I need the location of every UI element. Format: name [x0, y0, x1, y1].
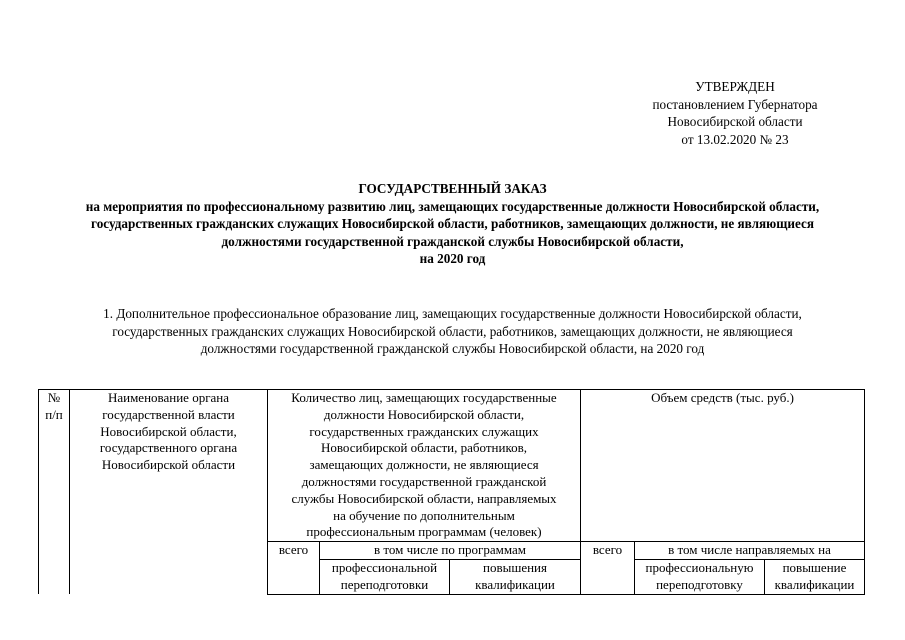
header-row [39, 390, 865, 542]
section-line: государственных гражданских служащих Новосибирской области, работников, замещающих должности, не являющиеся [112, 323, 793, 339]
section-line: должностями государственной гражданской службы Новосибирской области, на 2020 год [200, 341, 705, 356]
section-heading [20, 305, 885, 358]
volume-qual-header: повышение квалификации [765, 559, 865, 594]
section-line: 1. Дополнительное профессиональное образование лиц, замещающих государственные должности Новосибирской области, [103, 306, 802, 321]
title-year: на 2020 год [419, 251, 486, 267]
count-total-header: всего [268, 542, 320, 594]
header-no: № п/п [39, 390, 70, 595]
header-count: Количество лиц, замещающих государственные должности Новосибирской области, государственных гражданских служащих Новосибирской области, работников, замещающих должности, не являющиеся должностями государственной гражданской службы Новосибирской области, направляемых на обучение по дополнительным профессиональным программам (человек) [268, 390, 581, 542]
document-title [20, 180, 885, 268]
title-line: государственных гражданских служащих Новосибирской области, работников, замещающих должности, не являющиеся [91, 216, 814, 232]
volume-total-header: всего [581, 542, 635, 594]
header-organ: Наименование органа государственной власти Новосибирской области, государственного органа Новосибирской области [70, 390, 268, 595]
order-table [38, 389, 865, 595]
approval-stamp [600, 78, 870, 148]
approval-line: Новосибирской области [667, 114, 803, 129]
count-prof-header: профессиональной переподготовки [320, 559, 450, 594]
title-heading: ГОСУДАРСТВЕННЫЙ ЗАКАЗ [358, 181, 547, 196]
title-line: на мероприятия по профессиональному развитию лиц, замещающих государственные должности Новосибирской области, [85, 198, 820, 214]
count-programs-header: в том числе по программам [320, 542, 581, 560]
title-line: должностями государственной гражданской службы Новосибирской области, [221, 233, 684, 249]
approval-line: постановлением Губернатора [652, 96, 818, 112]
approval-heading: УТВЕРЖДЕН [695, 79, 775, 94]
header-volume: Объем средств (тыс. руб.) [581, 390, 865, 542]
volume-directed-header: в том числе направляемых на [635, 542, 865, 560]
count-qual-header: повышения квалификации [450, 559, 581, 594]
volume-prof-header: профессиональную переподготовку [635, 559, 765, 594]
approval-date: от 13.02.2020 № 23 [681, 131, 789, 147]
